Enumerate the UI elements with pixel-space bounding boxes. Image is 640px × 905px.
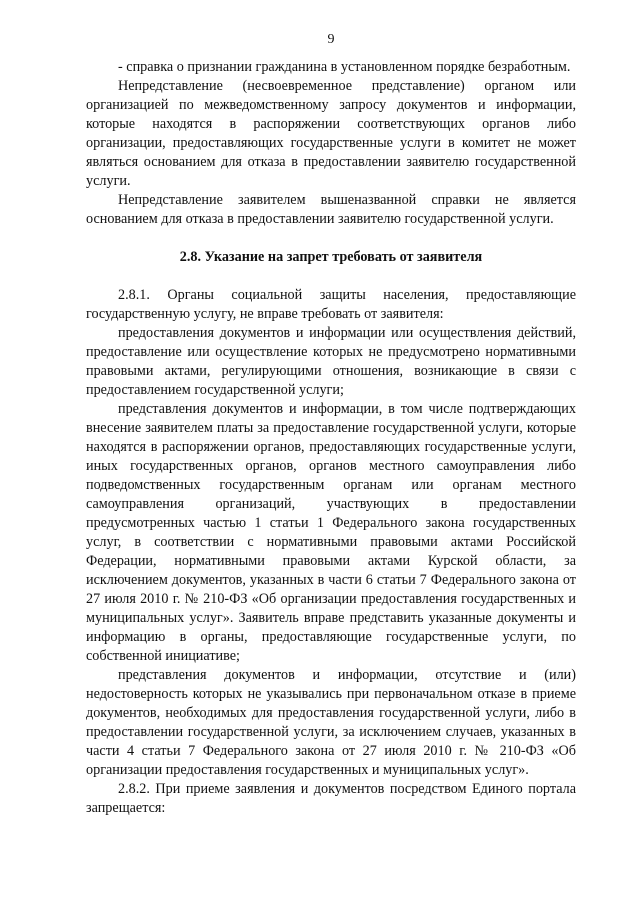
paragraph-non-submission-by-organization: Непредставление (несвоевременное представление) органом или организацией по межведомственному запросу документов и информации, которые находятся в распоряжении соответствующих органов либо организации, предоставляющих государственные услуги в комитет не может являться основанием для отказа в предоставлении заявителю государственной услуги. (86, 78, 576, 189)
document-page (86, 30, 576, 818)
paragraph-2-8-1: 2.8.1. Органы социальной защиты населения, предоставляющие государственную услугу, не вправе требовать от заявителя: (86, 287, 576, 322)
paragraph-prohibition-documents-actions: предоставления документов и информации или осуществления действий, предоставление или осуществление которых не предусмотрено нормативными правовыми актами, регулирующими отношения, возникающие в связи с предоставлением государственной услуги; (86, 325, 576, 398)
paragraph-2-8-2: 2.8.2. При приеме заявления и документов посредством Единого портала запрещается: (86, 781, 576, 816)
paragraph-prohibition-missing-documents: представления документов и информации, отсутствие и (или) недостоверность которых не указывались при первоначальном отказе в приеме документов, необходимых для предоставления государственной услуги, либо в предоставлении государственной услуги, за исключением случаев, указанных в части 4 статьи 7 Федерального закона от 27 июля 2010 г. № 210-ФЗ «Об организации предоставления государственных и муниципальных услуг». (86, 667, 576, 778)
paragraph-prohibition-documents-in-possession: представления документов и информации, в том числе подтверждающих внесение заявителем платы за предоставление государственной услуги, которые находятся в распоряжении органов, предоставляющих государственные услуги, иных государственных органов, органов местного самоуправления либо подведомственных государственным органам или органам местного самоуправления организаций, участвующих в предоставлении предусмотренных частью 1 статьи 1 Федерального закона государственных услуг, в соответствии с нормативными правовыми актами Российской Федерации, нормативными правовыми актами Курской области, за исключением документов, указанных в части 6 статьи 7 Федерального закона от 27 июля 2010 г. № 210-ФЗ «Об организации предоставления государственных и муниципальных услуг». Заявитель вправе представить указанные документы и информацию в органы, предоставляющие государственные услуги, по собственной инициативе; (86, 401, 576, 664)
paragraph-non-submission-by-applicant: Непредставление заявителем вышеназванной справки не является основанием для отказа в предоставлении заявителю государственной услуги. (86, 192, 576, 227)
section-title: 2.8. Указание на запрет требовать от заявителя (179, 249, 483, 265)
page-number: 9 (327, 32, 335, 47)
paragraph-unemployment-certificate: - справка о признании гражданина в установленном порядке безработным. (118, 59, 571, 75)
